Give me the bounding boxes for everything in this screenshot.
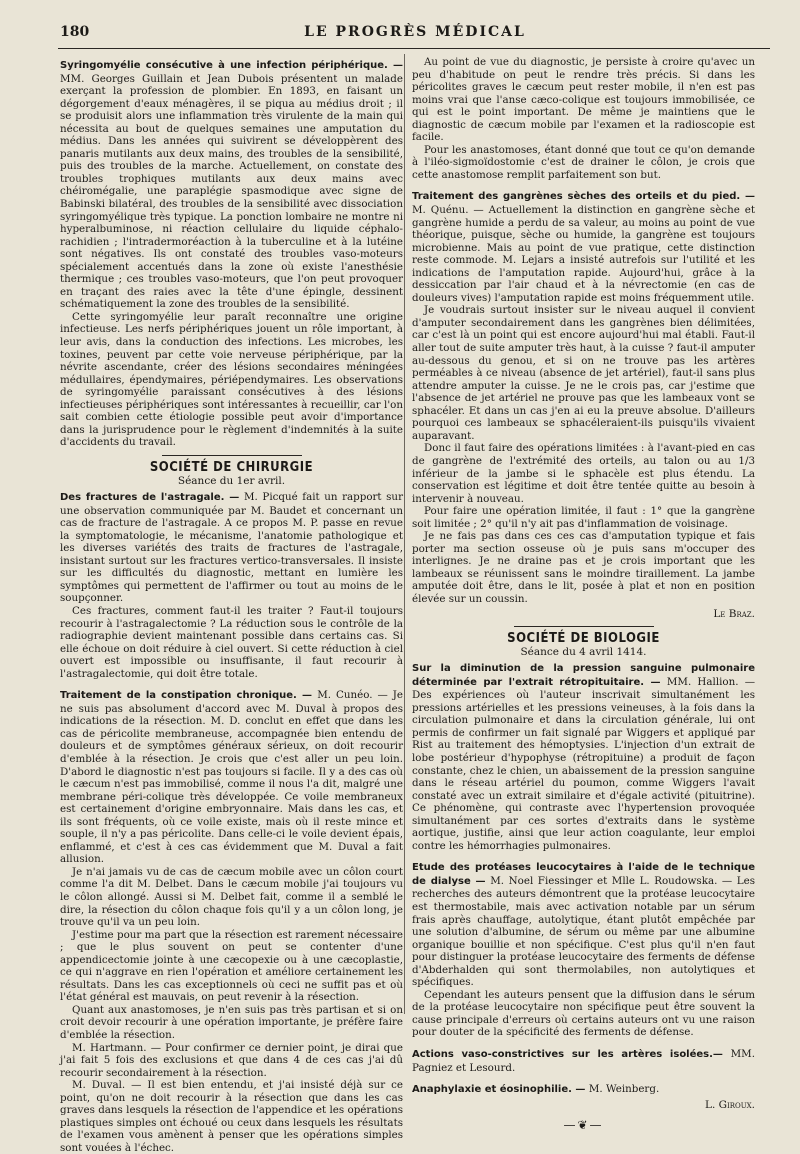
article-heading: Actions vaso-constrictives sur les artères isolées.— [412,1049,731,1061]
paragraph: Quant aux anastomoses, je n'en suis pas très partisan et si on croit devoir recourir à une opération importante, je préfère faire d'emblée la résection. [60,1003,403,1042]
article-text: M. Picqué fait un rapport sur une observation communiquée par M. Baudet et concernant un cas de fracture de l'astragale. A ce propos M. P. passe en revue la symptomatologie, le mécanisme, l'anatomie pathologique et les diverses variétés des traits de fractures de l'astragale, insistant surtout sur les fractures vertico-transversales. Il insiste sur les difficultés du diagnostic, mettant en lumière les symptômes qui permettent de l'affirmer ou tout au moins de le soupçonner. [60,491,403,605]
paragraph: M. Hartmann. — Pour confirmer ce dernier point, je dirai que j'ai fait 5 fois des exclusions et que dans 4 de ces cas j'ai dû recourir secondairement à la résection. [60,1041,403,1079]
article-text: MM. Hallion. — Des expériences où l'auteur inscrivait simultanément les pressions artérielles et les pressions veineuses, à la fois dans la circulation pulmonaire et dans la circulation générale, lui ont permis de confirmer un fait signalé par Wiggers et appliqué par Rist au traitement des hémoptysies. L'injection d'un extrait de lobe postérieur d'hypophyse (rétropituine) a produit de façon constante, chez le chien, un abaissement de la pression sanguine dans le réseau artériel du poumon, comme Wiggers l'avait constaté avec un extrait similaire et d'égale activité (pituitrine). Ce phénomène, qui contraste avec l'hypertension provoquée simultanément par ces sortes d'extraits dans le système aortique, justifie, ainsi que leur action coagulante, leur emploi contre les hémorrhagies pulmonaires. [412,675,755,852]
article-text: M. Weinberg. [588,1083,660,1096]
signature: L. Giroux. [704,1098,755,1111]
paragraph: Au point de vue du diagnostic, je persiste à croire qu'avec un peu d'habitude on peut le rendre très précis. Si dans les péricolites graves le cæcum peut rester mobile, il n'en est pas moins vrai que l'anse cæco-colique est toujours immobilisée, ce qui est le point important. De même je maintiens que le diagnostic de cæcum mobile par l'examen et la radioscopie est facile. [412,56,755,144]
article-proteases [412,861,755,988]
paragraph: Ces fractures, comment faut-il les traiter ? Faut-il toujours recourir à l'astragalectomie ? La réduction sous le contrôle de la radiographie devient maintenant possible dans certains cas. Si elle échoue on doit réduire à ciel ouvert. Si cette réduction à ciel ouvert est impossible ou insuffisante, il faut recourir à l'astragalectomie, qui doit être totale. [60,604,403,680]
paragraph: M. Duval. — Il est bien entendu, et j'ai insisté déjà sur ce point, qu'on ne doit recourir à la résection que dans les cas graves dans lesquels la résection de l'appendice et les opérations plastiques simples ont échoué ou ceux dans lesquels les résultats de l'examen vous amènent à penser que les opérations simples sont vouées à l'échec. [60,1079,403,1154]
article-heading: Traitement des gangrènes sèches des orteils et du pied. — [412,191,755,203]
article-heading: Des fractures de l'astragale. — [60,492,244,504]
ornament-divider: —❦— [563,1118,604,1133]
paragraph: Cette syringomyélie leur paraît reconnaître une origine infectieuse. Les nerfs périphériques jouent un rôle important, à leur avis, dans la conduction des infections. Les microbes, les toxines, peuvent par cette voie nerveuse périphérique, par la névrite ascendante, créer des lésions secondaires méningées médullaires, épendymaires, périépendymaires. Les observations de syringomyélie paraissant consécutives à des lésions infectieuses périphériques sont intéressantes à recueillir, car l'on sait combien cette étiologie possible peut avoir d'importance dans la jurisprudence pour le règlement d'indemnités à la suite d'accidents du travail. [60,310,403,449]
paragraph: Je voudrais surtout insister sur le niveau auquel il convient d'amputer secondairement dans les gangrènes bien délimitées, car c'est là un point qui est encore aujourd'hui mal établi. Faut-il aller tout de suite amputer très haut, à la cuisse ? faut-il amputer au-dessous du genou, et si on ne trouve pas les artères perméables à ce niveau (absence de jet artériel), faut-il sans plus attendre amputer la cuisse. Je ne le crois pas, car j'estime que l'absence de jet artériel ne prouve pas que les lambeaux vont se sphacéler. Et dans un cas j'en ai eu la preuve absolue. D'ailleurs pourquoi ces lambeaux se sphacéleraient-ils puisqu'ils vivaient auparavant. [412,304,755,442]
article-astragale [60,491,403,605]
article-text: MM. Pagniez et Lesourd. [412,1048,755,1074]
header-rule [58,48,770,49]
article-gangrenes [412,190,755,304]
paragraph: Pour faire une opération limitée, il faut : 1° que la gangrène soit limitée ; 2° qu'il n'y ait pas d'inflammation de voisinage. [412,505,755,530]
article-anaphylaxie [412,1083,755,1097]
section-title-biologie: SOCIÉTÉ DE BIOLOGIE [507,631,660,647]
paragraph: Pour les anastomoses, étant donné que tout ce qu'on demande à l'iléo-sigmoïdostomie c'est de drainer le côlon, je crois que cette anastomose remplit parfaitement son but. [412,143,755,181]
paragraph: Cependant les auteurs pensent que la diffusion dans le sérum de la protéase leucocytaire non spécifique peut être souvent la cause principale d'erreurs où certains auteurs ont vu une raison pour douter de la spécificité des ferments de défense. [412,988,755,1039]
left-column [60,56,403,1154]
paragraph: Je ne fais pas dans ces ces cas d'amputation typique et fais porter ma section osseuse où je puis sans m'occuper des interlignes. Je ne draine pas et je crois important que les lambeaux se réunissent sans le moindre tiraillement. La jambe amputée doit être, dans le lit, posée à plat et non en position élevée sur un coussin. [412,530,755,605]
article-vaso-constrictives [412,1048,755,1074]
page-number: 180 [60,24,90,40]
article-heading: Syringomyélie consécutive à une infection périphérique. — [60,60,403,71]
section-subtitle: Séance du 4 avril 1414. [520,645,647,658]
article-heading: Sur la diminution de la pression sanguine pulmonaire déterminée par l'extrait rétropituitaire. — [412,663,755,688]
right-column [412,56,755,1133]
section-rule [162,455,302,456]
article-text: MM. Georges Guillain et Jean Dubois présentent un malade exerçant la profession de plombier. En 1893, en faisant un dégorgement d'eaux ménagères, il se piqua au médius droit ; il se produisit alors une inflammation très virulente de la main qui nécessita au bout de quelques semaines une amputation du médius. Dans les années qui suivirent se développèrent des panaris mutilants aux deux mains, des troubles de la sensibilité, puis des troubles de la marche. Actuellement, on constate des troubles trophiques mutilants aux deux mains avec chéiromégalie, une paraplégie spasmodique avec signe de Babinski bilatéral, des troubles de la sensibilité avec dissociation syringomyélique très typique. La ponction lombaire ne montre ni hyperalbuminose, ni réaction cellulaire du liquide céphalo-rachidien ; l'intradermoréaction à la tuberculine et à la lutéine sont négatives. Ils ont constaté des troubles vaso-moteurs spécialement accentués dans la zone où existe l'anesthésie thermique ; ces troubles vaso-moteurs, que l'on peut provoquer en traçant des raies avec la tête d'une épingle, dessinent schématiquement la zone des troubles de la sensibilité. [60,72,403,311]
article-text: M. Cunéo. — Je ne suis pas absolument d'accord avec M. Duval à propos des indications de la résection. M. D. conclut en effet que dans les cas de péricolite membraneuse, accompagnée bien entendu de douleurs et de symptômes généraux sérieux, on doit recourir d'emblée à la résection. Je crois que c'est aller un peu loin. D'abord le diagnostic n'est pas toujours si facile. Il y a des cas où le cæcum n'est pas immobilisé, comme il nous l'a dit, malgré une membrane péri-colique très développée. Ce voile membraneux est certainement d'origine embryonnaire. Mais dans les cas, et ils sont fréquents, où ce voile existe, mais où il reste mince et souple, il n'y a pas péricolite. Dans celle-ci le voile devient épais, enflammé, et c'est à ces cas évidemment que M. Duval a fait allusion. [60,689,403,866]
article-syringomyelie [60,59,403,311]
paragraph: Je n'ai jamais vu de cas de cæcum mobile avec un côlon court comme l'a dit M. Delbet. Dans le cæcum mobile j'ai toujours vu le côlon allongé. Aussi si M. Delbet fait, comme il a semblé le dire, la résection du côlon chaque fois qu'il y a un côlon long, je trouve qu'il va un peu loin. [60,865,403,929]
page-header [60,20,770,46]
article-constipation [60,689,403,866]
journal-title: LE PROGRÈS MÉDICAL [304,24,526,40]
article-pression-sanguine [412,662,755,852]
article-heading: Traitement de la constipation chronique. — [60,690,318,702]
paragraph: J'estime pour ma part que la résection est rarement nécessaire ; que le plus souvent on peut se contenter d'une appendicectomie jointe à une cæcopexie ou à une cæcoplastie, ce qui n'aggrave en rien l'opération et améliore certainement les résultats. Dans les cas exceptionnels où ceci ne suffit pas et où l'état général est mauvais, on peut revenir à la résection. [60,928,403,1004]
section-title-chirurgie: SOCIÉTÉ DE CHIRURGIE [149,459,314,475]
paragraph: Donc il faut faire des opérations limitées : à l'avant-pied en cas de gangrène de l'extrémité des orteils, au talon ou au 1/3 inférieur de la jambe si le sphacèle est plus étendu. La conservation est légitime et doit être tentée quitte au besoin à intervenir à nouveau. [412,442,755,505]
article-text: M. Quénu. — Actuellement la distinction en gangrène sèche et gangrène humide a perdu de sa valeur, au moins au point de vue théorique, puisque, sèche ou humide, la gangrène est toujours microbienne. Mais au point de vue pratique, cette distinction reste commode. M. Lejars a insisté autrefois sur l'utilité et les indications de l'amputation rapide. Aujourd'hui, grâce à la dessiccation par l'air chaud et à la névrectomie (en cas de douleurs vives) l'amputation rapide est moins fréquemment utile. [412,204,755,304]
signature: Le Braz. [713,607,755,620]
article-text: M. Noel Fiessinger et Mlle L. Roudowska. — Les recherches des auteurs démontrent que la protéase leucocytaire est thermostabile, mais avec activation notable par un sérum frais après chauffage, autolytique, étant plutôt empêchée par une solution d'albumine, de sérum ou même par une albumine organique bouillie et non spécifique. C'est plus qu'il n'en faut pour distinguer la protéase leucocytaire des ferments de défense d'Abderhalden qui sont thermolabiles, non autolytiques et spécifiques. [412,874,755,989]
section-rule [514,626,654,627]
section-subtitle: Séance du 1er avril. [177,474,286,487]
article-heading: Anaphylaxie et éosinophilie. — [412,1084,589,1096]
column-divider [404,54,405,1014]
article-heading: Etude des protéases leucocytaires à l'aide de le technique de dialyse — [412,862,755,887]
